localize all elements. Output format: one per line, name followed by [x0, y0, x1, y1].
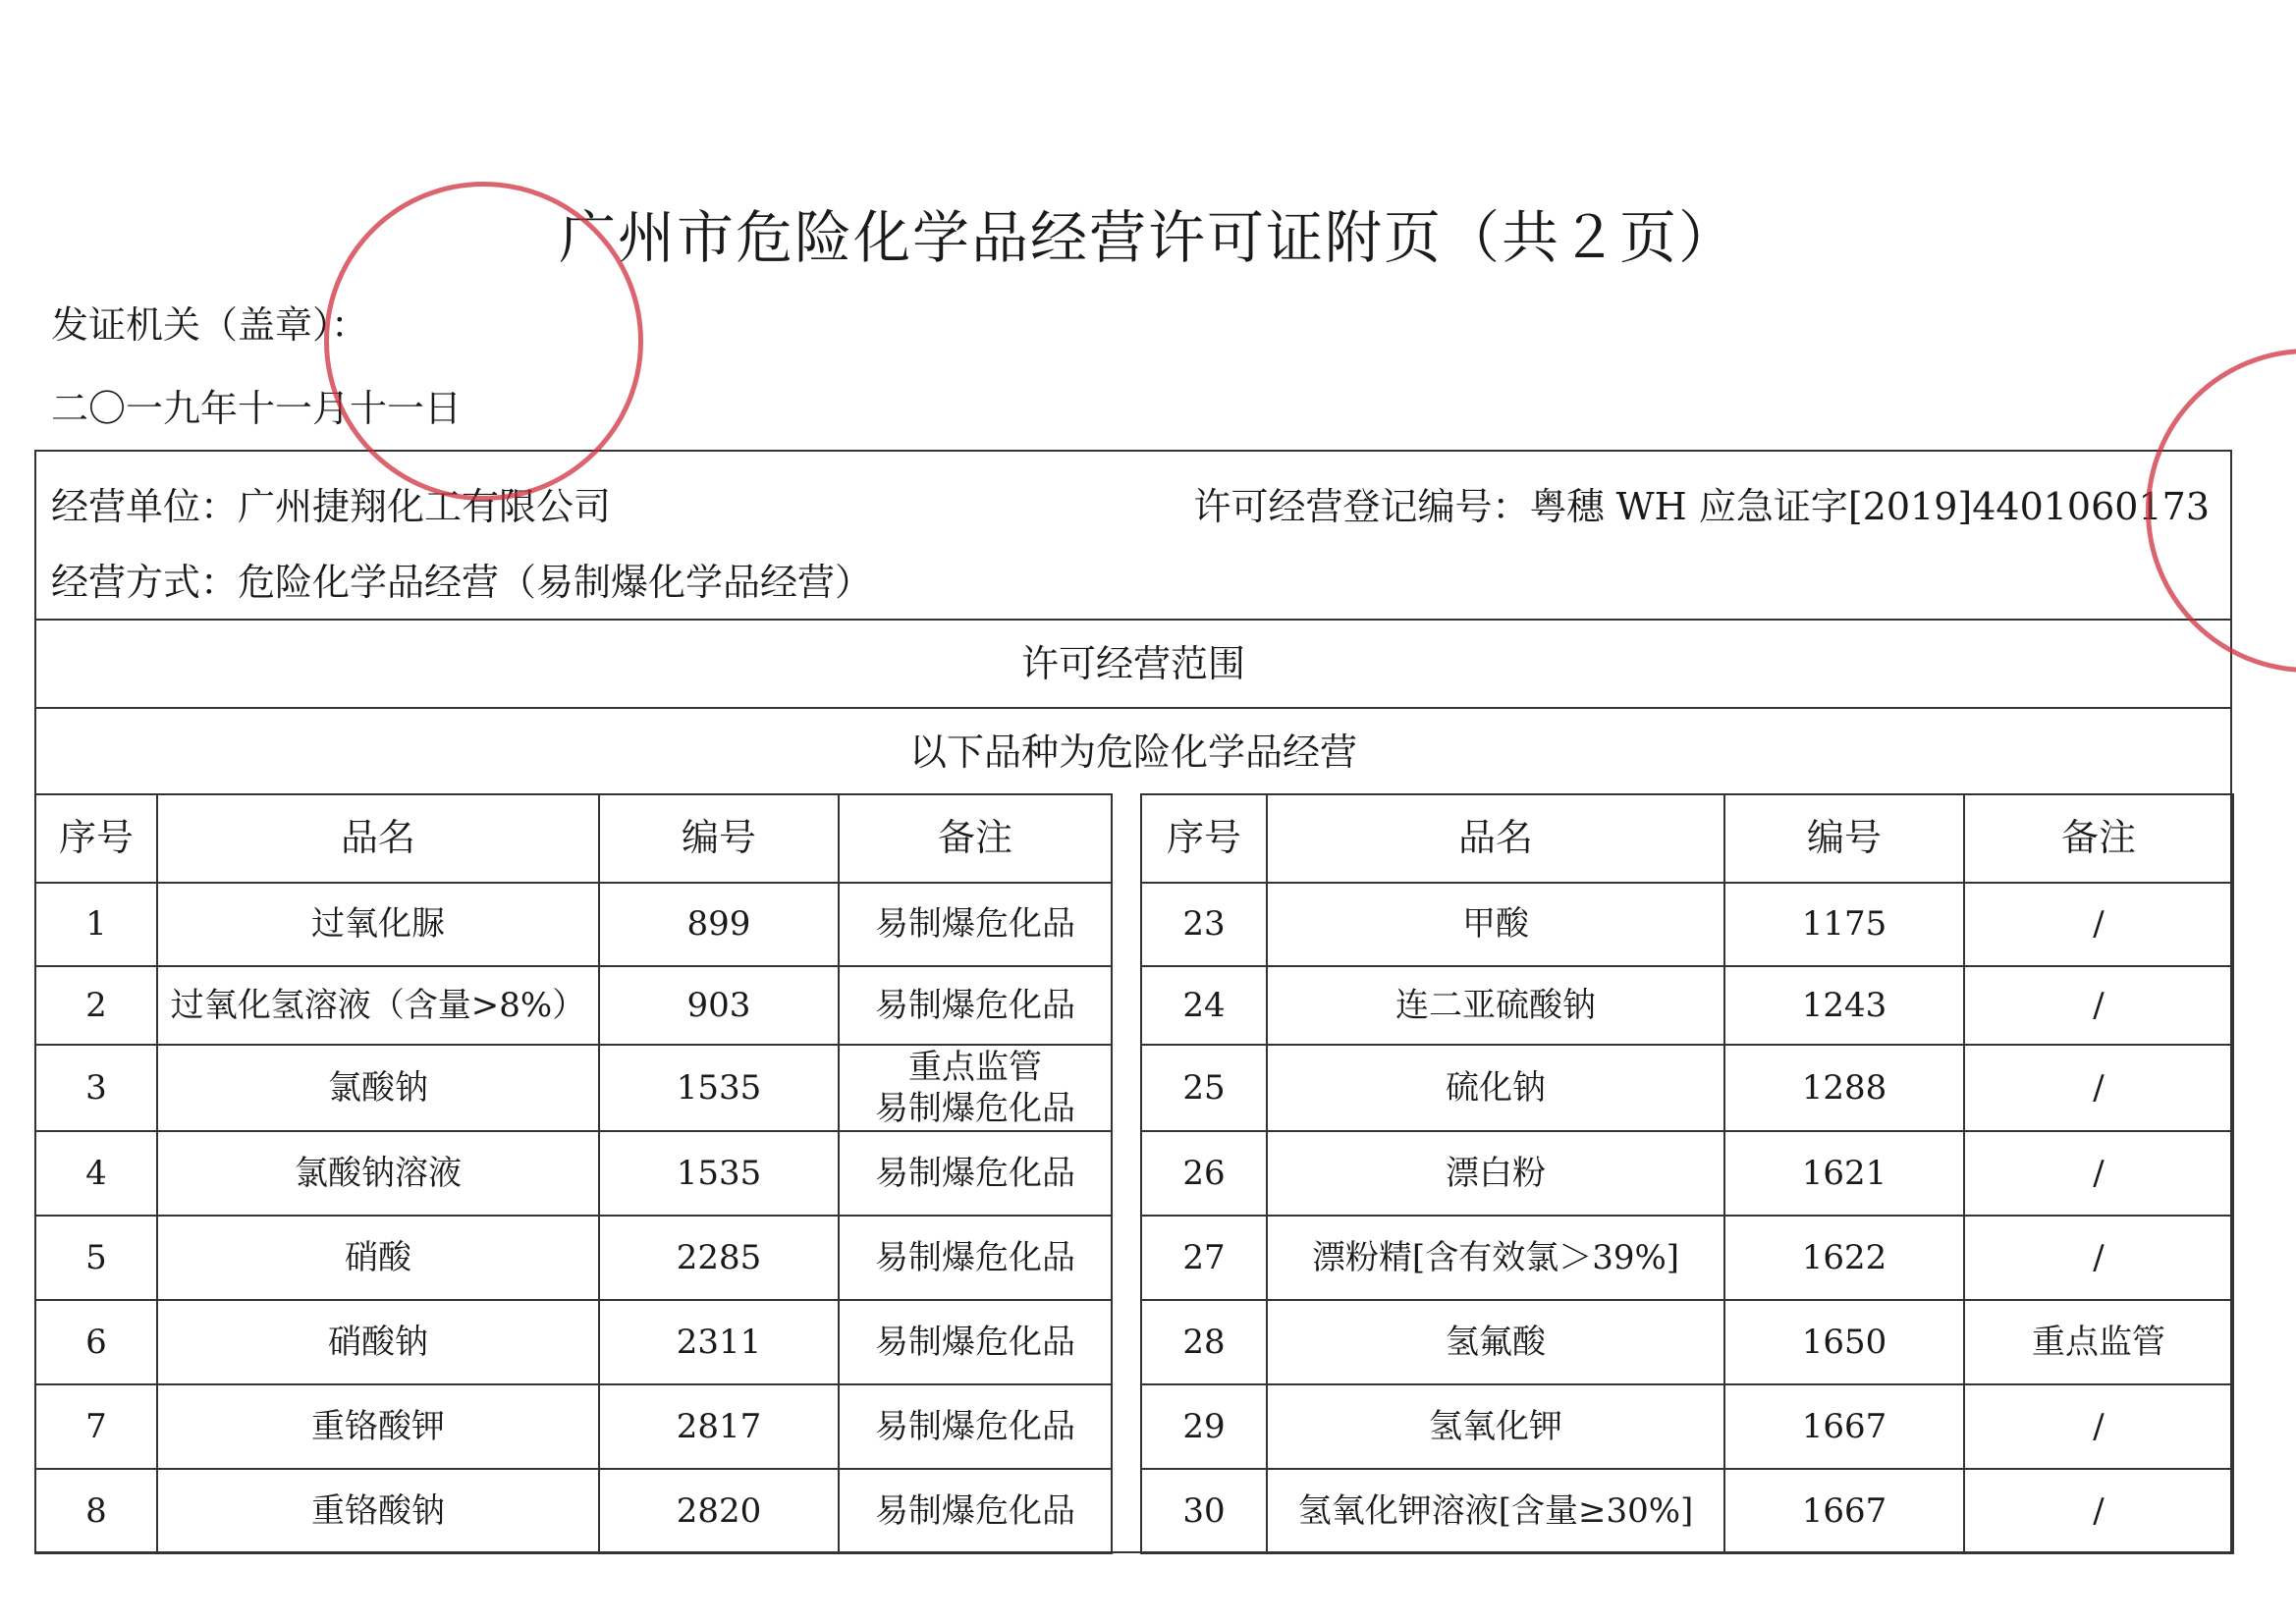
cell-remark: 易制爆危化品 [839, 966, 1112, 1045]
cell-code: 1667 [1724, 1469, 1964, 1553]
cell-remark: / [1964, 1045, 2233, 1131]
right-table-body [1141, 883, 2233, 1553]
cell-remark: 易制爆危化品 [839, 883, 1112, 966]
cell-remark: / [1964, 1384, 2233, 1469]
cell-code: 2820 [599, 1469, 839, 1553]
cell-no: 5 [35, 1216, 157, 1300]
cell-code: 903 [599, 966, 839, 1045]
cell-code: 1243 [1724, 966, 1964, 1045]
cell-no: 23 [1141, 883, 1267, 966]
cell-remark: 易制爆危化品 [839, 1384, 1112, 1469]
cell-code: 2817 [599, 1384, 839, 1469]
cell-remark: 重点监管 易制爆危化品 [839, 1045, 1112, 1131]
cell-remark: 易制爆危化品 [839, 1216, 1112, 1300]
cell-remark: 重点监管 [1964, 1300, 2233, 1384]
cell-name: 过氧化脲 [157, 883, 599, 966]
cell-no: 4 [35, 1131, 157, 1216]
cell-name: 过氧化氢溶液（含量>8%） [157, 966, 599, 1045]
table-header-row [1141, 794, 2233, 883]
cell-no: 29 [1141, 1384, 1267, 1469]
cell-name: 硝酸钠 [157, 1300, 599, 1384]
cell-remark: / [1964, 966, 2233, 1045]
cell-no: 2 [35, 966, 157, 1045]
cell-no: 28 [1141, 1300, 1267, 1384]
cell-no: 8 [35, 1469, 157, 1553]
cell-no: 24 [1141, 966, 1267, 1045]
table-row [1141, 1384, 2233, 1469]
cell-name: 硫化钠 [1267, 1045, 1724, 1131]
right-table [1140, 793, 2234, 1554]
table-row [1141, 1045, 2233, 1131]
table-row [35, 1469, 1112, 1553]
cell-name: 重铬酸钾 [157, 1384, 599, 1469]
cell-remark: / [1964, 1131, 2233, 1216]
table-row [1141, 966, 2233, 1045]
cell-name: 氢氧化钾 [1267, 1384, 1724, 1469]
cell-no: 6 [35, 1300, 157, 1384]
table-row [35, 1131, 1112, 1216]
scope-heading: 许可经营范围 [34, 619, 2232, 707]
table-row [35, 883, 1112, 966]
col-header-no: 序号 [1141, 794, 1267, 883]
col-header-remark: 备注 [1964, 794, 2233, 883]
col-header-remark: 备注 [839, 794, 1112, 883]
col-header-name: 品名 [157, 794, 599, 883]
table-row [1141, 1469, 2233, 1553]
cell-remark: / [1964, 1216, 2233, 1300]
cell-name: 氢氟酸 [1267, 1300, 1724, 1384]
cell-code: 2285 [599, 1216, 839, 1300]
cell-no: 1 [35, 883, 157, 966]
table-row [1141, 1216, 2233, 1300]
issue-date: 二〇一九年十一月十一日 [51, 387, 463, 430]
cell-name: 重铬酸钠 [157, 1469, 599, 1553]
cell-remark: / [1964, 1469, 2233, 1553]
col-header-code: 编号 [599, 794, 839, 883]
table-row [35, 966, 1112, 1045]
company-name: 经营单位：广州捷翔化工有限公司 [51, 485, 612, 528]
cell-remark: / [1964, 883, 2233, 966]
cell-code: 1288 [1724, 1045, 1964, 1131]
table-row [1141, 1300, 2233, 1384]
cell-name: 甲酸 [1267, 883, 1724, 966]
table-header-row [35, 794, 1112, 883]
cell-code: 2311 [599, 1300, 839, 1384]
col-header-code: 编号 [1724, 794, 1964, 883]
cell-code: 1535 [599, 1131, 839, 1216]
official-seal-left [324, 182, 643, 501]
cell-remark: 易制爆危化品 [839, 1131, 1112, 1216]
cell-code: 1622 [1724, 1216, 1964, 1300]
cell-no: 26 [1141, 1131, 1267, 1216]
cell-no: 27 [1141, 1216, 1267, 1300]
table-row [1141, 883, 2233, 966]
scope-subheading: 以下品种为危险化学品经营 [34, 707, 2232, 795]
table-row [35, 1216, 1112, 1300]
cell-code: 1535 [599, 1045, 839, 1131]
cell-no: 25 [1141, 1045, 1267, 1131]
cell-no: 30 [1141, 1469, 1267, 1553]
registration-number: 许可经营登记编号：粤穗 WH 应急证字[2019]4401060173 [1193, 485, 2210, 528]
col-header-no: 序号 [35, 794, 157, 883]
cell-name: 氯酸钠溶液 [157, 1131, 599, 1216]
cell-no: 3 [35, 1045, 157, 1131]
cell-remark: 易制爆危化品 [839, 1469, 1112, 1553]
issuer-label: 发证机关（盖章）： [51, 303, 369, 347]
col-header-name: 品名 [1267, 794, 1724, 883]
cell-remark: 易制爆危化品 [839, 1300, 1112, 1384]
cell-code: 1667 [1724, 1384, 1964, 1469]
table-row [35, 1045, 1112, 1131]
table-row [35, 1300, 1112, 1384]
table-row [1141, 1131, 2233, 1216]
cell-name: 漂粉精[含有效氯＞39%] [1267, 1216, 1724, 1300]
page-title: 广州市危险化学品经营许可证附页（共２页） [558, 204, 1737, 271]
left-table-body [35, 883, 1112, 1553]
cell-code: 1650 [1724, 1300, 1964, 1384]
cell-name: 硝酸 [157, 1216, 599, 1300]
left-table [34, 793, 1113, 1554]
cell-name: 氯酸钠 [157, 1045, 599, 1131]
cell-name: 漂白粉 [1267, 1131, 1724, 1216]
cell-name: 氢氧化钾溶液[含量≥30%] [1267, 1469, 1724, 1553]
cell-code: 899 [599, 883, 839, 966]
cell-name: 连二亚硫酸钠 [1267, 966, 1724, 1045]
cell-no: 7 [35, 1384, 157, 1469]
business-mode: 经营方式：危险化学品经营（易制爆化学品经营） [51, 561, 873, 604]
table-row [35, 1384, 1112, 1469]
cell-code: 1175 [1724, 883, 1964, 966]
cell-code: 1621 [1724, 1131, 1964, 1216]
